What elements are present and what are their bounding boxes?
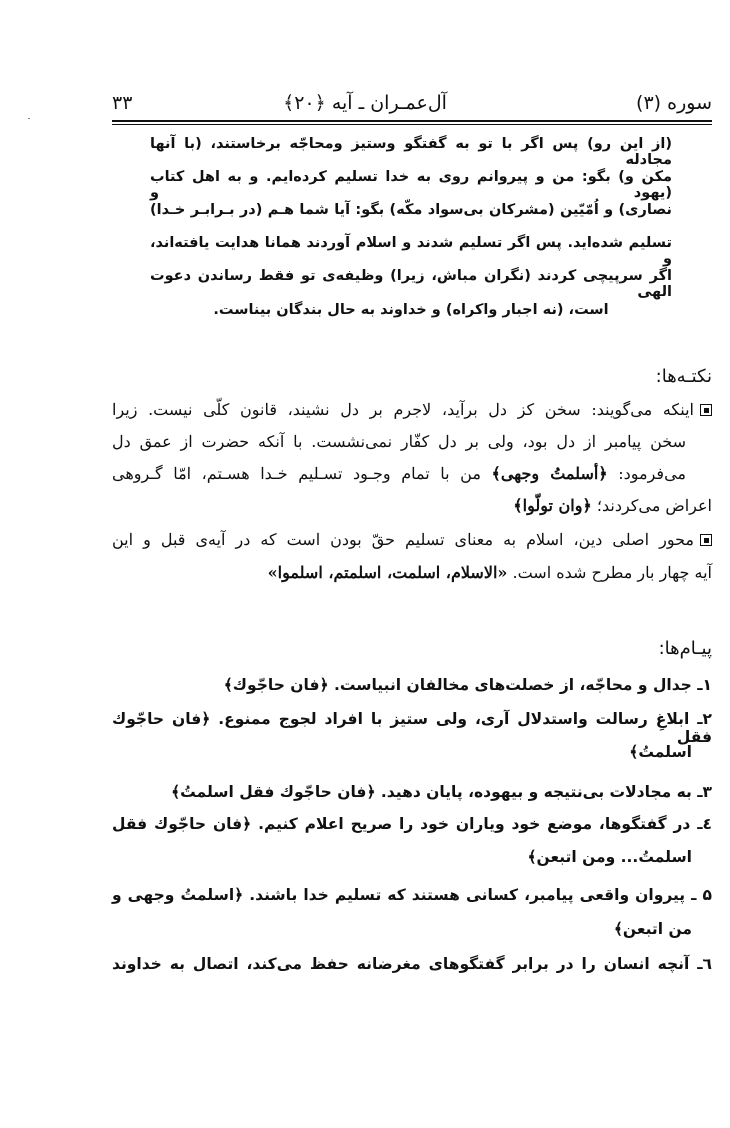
quran-quote: ﴿وان تولّوا﴾ <box>513 496 592 515</box>
surah-label: سوره (۳) <box>636 92 712 114</box>
message-line: اسلمتُ﴾ <box>629 743 692 761</box>
note-line: آیه چهار بار مطرح شده است. «الاسلام، اسلمت، اسلمتم، اسلموا» <box>267 563 712 582</box>
quran-quote: ﴿أسلمتُ وجهی﴾ <box>491 464 608 483</box>
translation-line: نصاری) و اُمّیّین (مشرکان بی‌سواد مکّه) بگو: آیا شما هـم (در بـرابـر خـدا) <box>150 202 672 218</box>
note-line: اینکه می‌گویند: سخن کز دل برآید، لاجرم بر دل نشیند، قانون کلّی نیست. زیرا <box>112 400 712 419</box>
message-line: اسلمتُ... ومن اتبعن﴾ <box>527 848 692 866</box>
message-line: ٤ـ در گفتگوها، موضع خود ویاران خود را صریح اعلام کنیم. ﴿فان حاجّوك فقل <box>112 815 712 833</box>
messages-heading: پیـام‌ها: <box>658 638 712 659</box>
note-line: اعراض می‌کردند؛ ﴿وان تولّوا﴾ <box>513 496 712 515</box>
bullet-square-icon <box>700 534 712 546</box>
translation-line: تسلیم شده‌اید. پس اگر تسلیم شدند و اسلام آوردند همانا هدایت یافته‌اند، و <box>150 235 672 267</box>
bullet-square-icon <box>700 404 712 416</box>
quran-quote: «الاسلام، اسلمت، اسلمتم، اسلموا» <box>267 563 508 582</box>
message-line: من اتبعن﴾ <box>613 920 692 938</box>
running-title: آل‌عمـران ـ آیه ﴿۲۰﴾ <box>283 92 447 114</box>
translation-line: اگر سرپیچی کردند (نگران مباش، زیرا) وظیفه‌ی تو فقط رساندن دعوت الهی <box>150 268 672 300</box>
translation-line: (از این رو) پس اگر با تو به گفتگو وستیز ومحاجّه برخاستند، (با آنها مجادله <box>150 136 672 168</box>
message-line: ٦ـ آنچه انسان را در برابر گفتگوهای مغرضانه حفظ می‌کند، اتصال به خداوند <box>112 955 712 973</box>
message-line: ۳ـ به مجادلات بی‌نتیجه و بیهوده، پایان دهید. ﴿فان حاجّوك فقل اسلمتُ﴾ <box>171 783 712 801</box>
translation-line: است، (نه اجبار واکراه) و خداوند به حال بندگان بیناست. <box>213 302 609 318</box>
note-line: محور اصلی دین، اسلام به معنای تسلیم حقّ بودن است که در آیه‌ی قبل و این <box>112 530 712 549</box>
message-line: ۲ـ ابلاغِ رسالت واستدلال آری، ولی ستیز با افراد لجوج ممنوع. ﴿فان حاجّوك فقل <box>112 710 712 746</box>
header-rule-thin <box>112 124 712 125</box>
header-rule <box>112 120 712 122</box>
scan-mark <box>28 118 30 119</box>
message-line: ۵ ـ پیروان واقعی پیامبر، کسانی هستند که تسلیم خدا باشند. ﴿اسلمتُ وجهی و <box>112 886 712 904</box>
note-line: می‌فرمود: ﴿أسلمتُ وجهی﴾ من با تمام وجـود تسـلیم خـدا هسـتم، امّا گـروهی <box>112 464 686 483</box>
page-number: ۳۳ <box>112 92 133 114</box>
translation-line: مکن و) بگو: من و پیروانم روی به خدا تسلیم کرده‌ایم. و به اهل کتاب (یهود و <box>150 169 672 201</box>
message-line: ۱ـ جدال و محاجّه، از خصلت‌های مخالفان انبیاست. ﴿فان حاجّوك﴾ <box>223 676 712 694</box>
note-line: سخن پیامبر از دل بود، ولی بر دل کفّار نمی‌نشست. با آنکه حضرت از عمق دل <box>112 432 686 451</box>
notes-heading: نکتـه‌ها: <box>655 366 712 387</box>
